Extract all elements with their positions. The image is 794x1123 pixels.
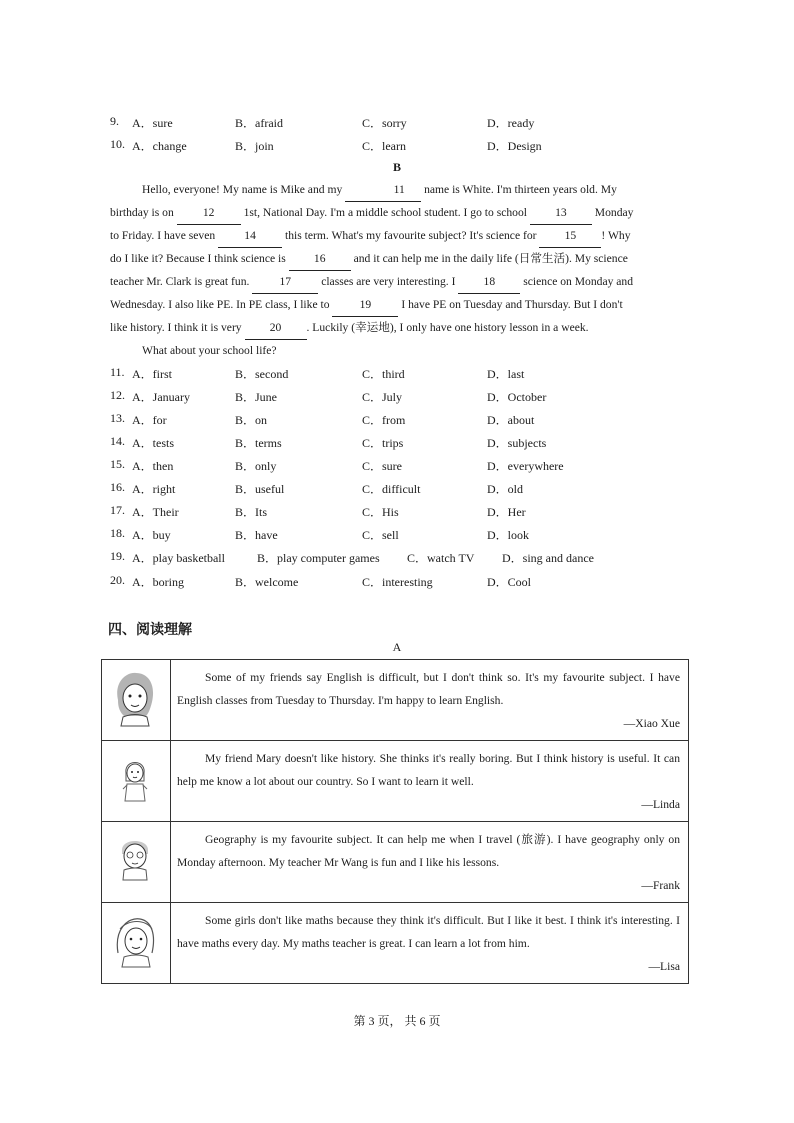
reading-row — [102, 822, 689, 903]
reading-author: —Lisa — [648, 960, 680, 973]
reading-author: —Xiao Xue — [623, 717, 680, 730]
option-a: A．sure — [132, 116, 173, 130]
blank-12: 12 — [177, 201, 241, 225]
blank-14: 14 — [218, 224, 282, 248]
option-c: C．interesting — [362, 575, 433, 589]
reading-row — [102, 660, 689, 741]
passage-text: to Friday. I have seven — [110, 229, 219, 242]
question-number: 18. — [110, 526, 125, 540]
passage-text: teacher Mr. Clark is great fun. — [110, 275, 253, 288]
reading-author: —Linda — [641, 798, 680, 811]
option-row-20 — [110, 573, 690, 593]
blank-15: 15 — [539, 224, 601, 248]
passage-text: do I like it? Because I think science is — [110, 252, 289, 265]
option-d: D．Cool — [487, 575, 532, 589]
option-a: A．play basketball — [132, 551, 225, 565]
option-b: B．welcome — [235, 575, 299, 589]
option-a: A．for — [132, 413, 167, 427]
option-d: D．look — [487, 528, 530, 542]
option-a: A．boring — [132, 575, 184, 589]
portrait-cell — [102, 903, 171, 984]
option-a: A．tests — [132, 436, 175, 450]
option-b: B．play computer games — [257, 551, 380, 565]
reading-text-cell — [171, 822, 689, 903]
passage-text: this term. What's my favourite subject? It's science for — [282, 229, 540, 242]
reading-text-cell — [171, 660, 689, 741]
question-number: 10. — [110, 137, 125, 151]
girl-portrait-icon — [112, 670, 158, 728]
blank-20: 20 — [245, 316, 307, 340]
option-d: D．everywhere — [487, 459, 564, 473]
portrait-cell — [102, 822, 171, 903]
passage-text: . Luckily (幸运地), I only have one history lesson in a week. — [306, 321, 589, 334]
section-title: 四、阅读理解 — [108, 623, 192, 638]
option-row-14 — [110, 434, 690, 454]
blank-16: 16 — [289, 247, 351, 271]
option-c: C．July — [362, 390, 403, 404]
reading-author: —Frank — [641, 879, 680, 892]
option-a: A．buy — [132, 528, 171, 542]
page-footer: 第 3 页， 共 6 页 — [353, 1014, 441, 1028]
passage-text: ! Why — [601, 229, 631, 242]
passage-line-5 — [110, 270, 690, 294]
passage-text: classes are very interesting. I — [318, 275, 459, 288]
passage-text: Wednesday. I also like PE. In PE class, I like to — [110, 298, 333, 311]
option-d: D．subjects — [487, 436, 547, 450]
option-d: D．Design — [487, 139, 542, 153]
portrait-cell — [102, 660, 171, 741]
option-row-12 — [110, 388, 690, 408]
option-d: D．sing and dance — [502, 551, 594, 565]
portrait-cell — [102, 741, 171, 822]
option-d: D．October — [487, 390, 547, 404]
section-a-heading: A — [392, 640, 402, 654]
option-row-16 — [110, 480, 690, 500]
question-number: 11. — [110, 365, 125, 379]
option-c: C．sure — [362, 459, 402, 473]
reading-row — [102, 741, 689, 822]
passage-closing: What about your school life? — [142, 344, 277, 357]
option-b: B．afraid — [235, 116, 283, 130]
question-number: 20. — [110, 573, 125, 587]
option-row-11 — [110, 365, 690, 385]
option-a: A．right — [132, 482, 176, 496]
passage-line-7 — [110, 316, 690, 340]
option-a: A．first — [132, 367, 172, 381]
reading-paragraph: Some girls don't like maths because they think it's difficult. But I like it best. I think it's interesting. I have maths every day. My maths teacher is great. I can learn a lot from him. — [177, 914, 680, 950]
question-number: 15. — [110, 457, 125, 471]
option-row-15 — [110, 457, 690, 477]
girl-portrait-icon — [112, 751, 158, 809]
passage-line-2 — [110, 201, 690, 225]
option-a: A．Their — [132, 505, 179, 519]
passage-text: I have PE on Tuesday and Thursday. But I don't — [398, 298, 623, 311]
option-c: C．learn — [362, 139, 406, 153]
option-c: C．trips — [362, 436, 404, 450]
question-number: 17. — [110, 503, 125, 517]
option-c: C．difficult — [362, 482, 421, 496]
reading-paragraph: Some of my friends say English is difficult, but I don't think so. It's my favourite subject. I have English classes from Tuesday to Thursday. I'm happy to learn English. — [177, 671, 680, 707]
passage-line-4 — [110, 247, 690, 271]
question-number: 16. — [110, 480, 125, 494]
option-row-18 — [110, 526, 690, 546]
question-number: 19. — [110, 549, 125, 563]
girl-portrait-icon — [112, 913, 158, 971]
blank-18: 18 — [458, 270, 520, 294]
section-b-heading: B — [392, 160, 401, 174]
option-d: D．old — [487, 482, 524, 496]
question-number: 13. — [110, 411, 125, 425]
option-d: D．ready — [487, 116, 535, 130]
option-c: C．sorry — [362, 116, 407, 130]
option-b: B．second — [235, 367, 289, 381]
option-c: C．watch TV — [407, 551, 475, 565]
passage-line-3 — [110, 224, 690, 248]
passage-text: Hello, everyone! My name is Mike and my — [142, 183, 346, 196]
passage-text: and it can help me in the daily life (日常生活). My science — [350, 252, 628, 265]
question-number: 12. — [110, 388, 125, 402]
passage-text: name is White. I'm thirteen years old. My — [421, 183, 617, 196]
boy-portrait-icon — [112, 832, 158, 890]
option-c: C．third — [362, 367, 405, 381]
option-c: C．His — [362, 505, 399, 519]
option-b: B．have — [235, 528, 278, 542]
option-b: B．on — [235, 413, 268, 427]
option-b: B．only — [235, 459, 277, 473]
option-d: D．about — [487, 413, 535, 427]
blank-17: 17 — [252, 270, 318, 294]
passage-text: like history. I think it is very — [110, 321, 245, 334]
option-b: B．join — [235, 139, 274, 153]
option-row-9 — [110, 114, 690, 134]
option-b: B．useful — [235, 482, 285, 496]
blank-11: 11 — [345, 178, 421, 202]
blank-13: 13 — [530, 201, 592, 225]
reading-text-cell — [171, 903, 689, 984]
option-d: D．Her — [487, 505, 526, 519]
option-c: C．from — [362, 413, 406, 427]
blank-19: 19 — [332, 293, 398, 317]
option-row-17 — [110, 503, 690, 523]
option-a: A．January — [132, 390, 190, 404]
question-number: 9. — [110, 114, 119, 128]
option-row-10 — [110, 137, 690, 157]
passage-text: 1st, National Day. I'm a middle school student. I go to school — [240, 206, 530, 219]
option-a: A．then — [132, 459, 174, 473]
reading-paragraph: Geography is my favourite subject. It can help me when I travel (旅游). I have geography only on Monday afternoon. My teacher Mr Wang is fun and I like his lessons. — [177, 833, 680, 869]
option-row-13 — [110, 411, 690, 431]
passage-text: Monday — [591, 206, 634, 219]
reading-paragraph: My friend Mary doesn't like history. She thinks it's really boring. But I think history is useful. It can help me know a lot about our country. So I want to learn it well. — [177, 752, 680, 788]
option-row-19 — [110, 549, 690, 569]
passage-line-6 — [110, 293, 690, 317]
option-b: B．terms — [235, 436, 282, 450]
option-c: C．sell — [362, 528, 399, 542]
question-number: 14. — [110, 434, 125, 448]
passage-text: birthday is on — [110, 206, 177, 219]
passage-text: science on Monday and — [520, 275, 634, 288]
option-b: B．Its — [235, 505, 268, 519]
option-d: D．last — [487, 367, 525, 381]
reading-row — [102, 903, 689, 984]
option-b: B．June — [235, 390, 278, 404]
passage-line-1 — [110, 178, 690, 202]
reading-table — [101, 659, 689, 984]
option-a: A．change — [132, 139, 187, 153]
reading-text-cell — [171, 741, 689, 822]
